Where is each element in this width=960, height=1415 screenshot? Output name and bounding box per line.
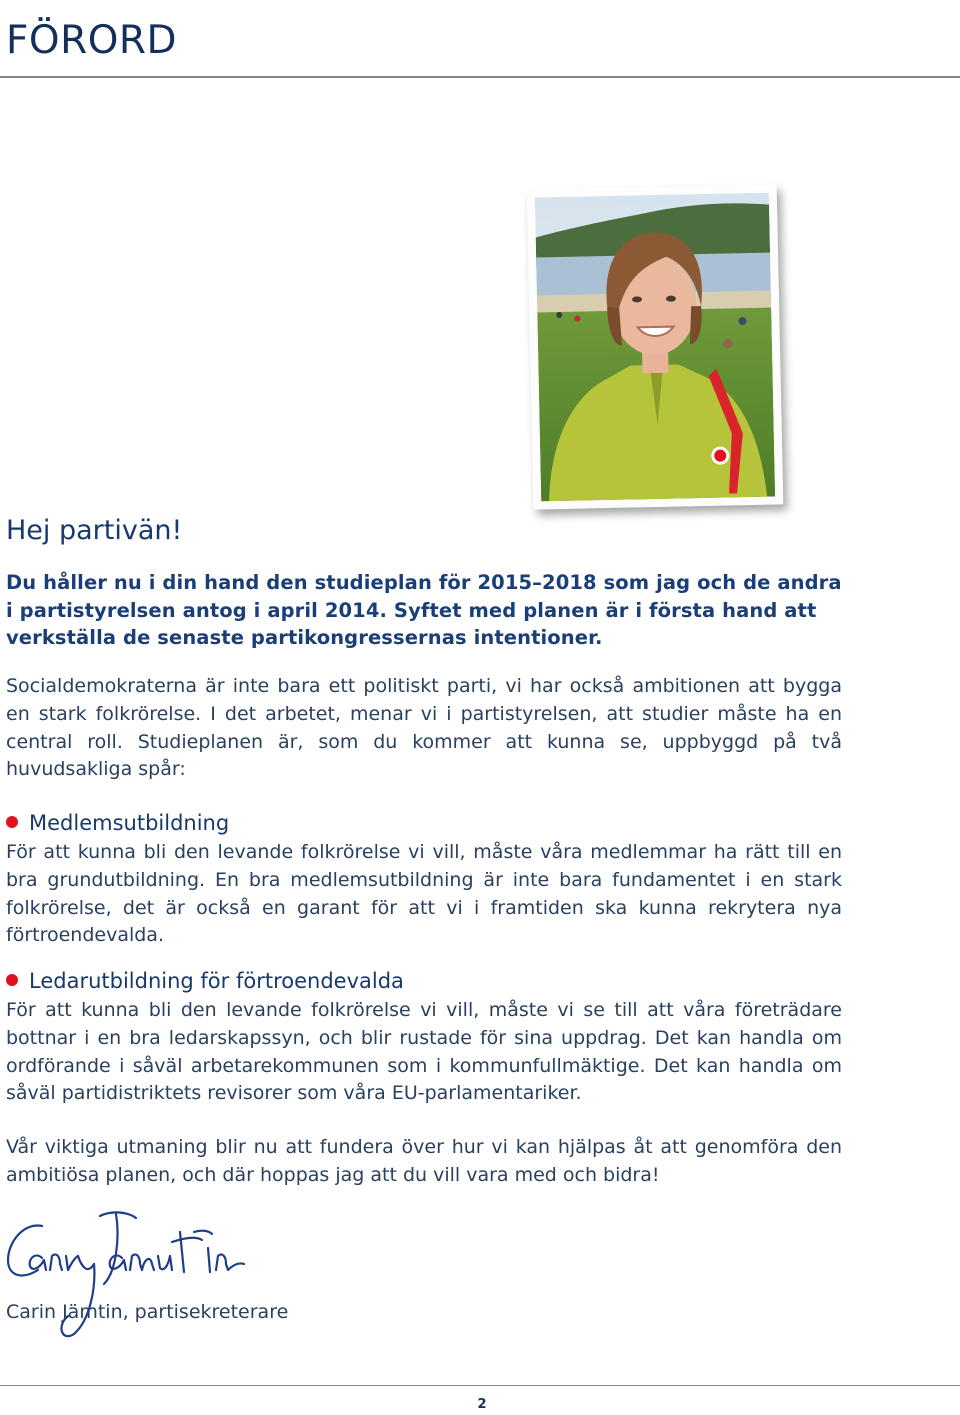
portrait-photo <box>527 184 784 509</box>
body-paragraph: För att kunna bli den levande folkrörelse vi vill, måste våra medlemmar ha rätt till en bra grundutbildning. En bra medlemsutbildning är inte bara fundamentet i en stark folkrörelse, det är också en garant för att vi i framtiden ska kunna rekrytera nya förtroendevalda. <box>6 841 842 947</box>
body-paragraph: För att kunna bli den levande folkrörelse vi vill, måste vi se till att våra företrädare bottnar i en bra ledarskapssyn, och blir rustade för sina uppdrag. Det kan handla om ordförande i såväl arbetarekommunen som i kommunfullmäktige. Det kan handla om såväl partidistriktets revisorer som våra EU-parlamentariker. <box>6 999 842 1105</box>
bullet-dot-icon <box>6 816 18 828</box>
bottom-divider <box>0 1385 960 1386</box>
page-title: FÖRORD <box>6 18 178 63</box>
page-number: 2 <box>477 1397 487 1412</box>
top-divider <box>0 76 960 78</box>
subheading-label: Ledarutbildning för förtroendevalda <box>29 969 404 993</box>
intro-paragraph: Du håller nu i din hand den studieplan för 2015–2018 som jag och de andra i partistyrelsen antog i april 2014. Syftet med planen är i första hand att verkställa de senaste partikongressernas intentioner. <box>6 571 842 649</box>
body-paragraph: Socialdemokraterna är inte bara ett politiskt parti, vi har också ambitionen att bygga en stark folkrörelse. I det arbetet, menar vi i partistyrelsen, att studier måste ha en central roll. Studieplanen är, som du kommer att kunna se, uppbyggd på två huvudsakliga spår: <box>6 675 842 781</box>
greeting-heading: Hej partivän! <box>6 515 183 546</box>
subheading-leader-education <box>6 969 404 993</box>
portrait-image <box>535 193 775 502</box>
subheading-label: Medlemsutbildning <box>29 811 230 835</box>
signature-name: Carin Jämtin, partisekreterare <box>6 1301 289 1323</box>
closing-paragraph: Vår viktiga utmaning blir nu att fundera över hur vi kan hjälpas åt att genomföra den ambitiösa planen, och där hoppas jag att du vill vara med och bidra! <box>6 1136 842 1186</box>
bullet-dot-icon <box>6 974 18 986</box>
subheading-member-education <box>6 811 229 835</box>
